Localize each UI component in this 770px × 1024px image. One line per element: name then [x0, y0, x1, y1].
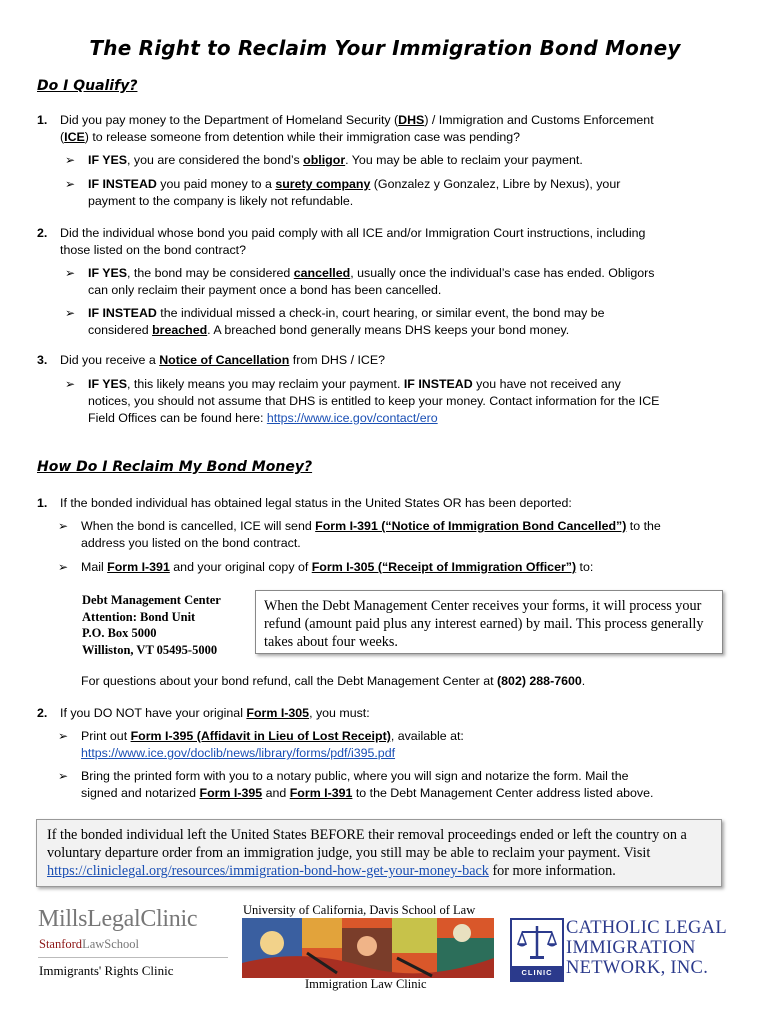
question-number: 2.	[37, 226, 48, 240]
q2-bullet-instead: IF INSTEAD the individual missed a check-in, court hearing, or similar event, the bond may be considered breached. A breached bond generally means DHS keeps your bond money.	[88, 306, 605, 337]
section-heading-reclaim: How Do I Reclaim My Bond Money?	[37, 459, 313, 475]
step-1-text: If the bonded individual has obtained legal status in the United States OR has been deported:	[60, 496, 572, 510]
mills-legal-clinic-logo: MillsLegalClinic	[38, 906, 198, 932]
question-number: 3.	[37, 353, 48, 367]
arrow-bullet-icon: ➢	[65, 306, 76, 320]
cliniclegal-link[interactable]: https://cliniclegal.org/resources/immigration-bond-how-get-your-money-back	[47, 863, 489, 879]
step-1-bullet-cancelled: When the bond is cancelled, ICE will send Form I-391 (“Notice of Immigration Bond Cancelled”) to the address you listed on the bond contract.	[81, 519, 661, 550]
uc-davis-mural-image	[242, 918, 494, 978]
scales-of-justice-icon	[512, 920, 562, 964]
step-2-text: If you DO NOT have your original Form I-305, you must:	[60, 706, 370, 720]
arrow-bullet-icon: ➢	[65, 377, 76, 391]
arrow-bullet-icon: ➢	[65, 266, 76, 280]
arrow-bullet-icon: ➢	[65, 153, 76, 167]
clinic-badge-label: CLINIC	[512, 966, 562, 980]
stanford-law-school-logo: StanfordLawSchool	[39, 937, 139, 951]
step-1-bullet-mail: Mail Form I-391 and your original copy of Form I-305 (“Receipt of Immigration Officer”) to:	[81, 560, 594, 574]
arrow-bullet-icon: ➢	[58, 729, 69, 743]
clinic-name: CATHOLIC LEGAL IMMIGRATION NETWORK, INC.	[566, 918, 727, 978]
step-number: 2.	[37, 706, 48, 720]
step-2-bullet-print: Print out Form I-395 (Affidavit in Lieu of Lost Receipt), available at: https://www.ice.gov/doclib/news/library/forms/pdf/i395.pdf	[81, 729, 464, 760]
arrow-bullet-icon: ➢	[58, 769, 69, 783]
q1-bullet-yes: IF YES, you are considered the bond’s obligor. You may be able to reclaim your payment.	[88, 153, 583, 167]
arrow-bullet-icon: ➢	[58, 519, 69, 533]
form-i395-link[interactable]: https://www.ice.gov/doclib/news/library/forms/pdf/i395.pdf	[81, 746, 396, 760]
q3-bullet-yes: IF YES, this likely means you may reclaim your payment. IF INSTEAD you have not received any notices, you should not assume that DHS is entitled to keep your money. Contact information for the ICE Field Offices can be found here: https://www.ice.gov/contact/ero	[88, 377, 660, 425]
uc-davis-label: University of California, Davis School of Law	[243, 903, 476, 917]
immigrants-rights-clinic-label: Immigrants' Rights Clinic	[39, 963, 174, 978]
question-3-text: Did you receive a Notice of Cancellation from DHS / ICE?	[60, 353, 386, 367]
clinic-logo-badge	[510, 918, 564, 982]
divider	[38, 957, 228, 958]
questions-phone-line: For questions about your bond refund, call the Debt Management Center at (802) 288-7600.	[81, 674, 586, 688]
question-number: 1.	[37, 113, 48, 127]
immigration-law-clinic-label: Immigration Law Clinic	[305, 977, 427, 991]
step-2-bullet-notary: Bring the printed form with you to a notary public, where you will sign and notarize the form. Mail the signed and notarized Form I-395 and Form I-391 to the Debt Management Center address listed above.	[81, 769, 654, 800]
mailing-address: Debt Management Center Attention: Bond Unit P.O. Box 5000 Williston, VT 05495-5000	[82, 593, 221, 657]
ice-contact-link[interactable]: https://www.ice.gov/contact/ero	[266, 411, 438, 425]
question-2-text: Did the individual whose bond you paid comply with all ICE and/or Immigration Court instructions, including those listed on the bond contract?	[60, 226, 646, 257]
page-title: The Right to Reclaim Your Immigration Bond Money	[89, 36, 681, 60]
q1-bullet-instead: IF INSTEAD you paid money to a surety company (Gonzalez y Gonzalez, Libre by Nexus), your payment to the company is likely not refundable.	[88, 177, 621, 208]
step-number: 1.	[37, 496, 48, 510]
arrow-bullet-icon: ➢	[65, 177, 76, 191]
section-heading-qualify: Do I Qualify?	[37, 78, 138, 94]
question-1-text: Did you pay money to the Department of Homeland Security (DHS) / Immigration and Customs Enforcement (ICE) to release someone from detention while their immigration case was pending?	[60, 113, 654, 144]
arrow-bullet-icon: ➢	[58, 560, 69, 574]
processing-info-box: When the Debt Management Center receives your forms, it will process your refund (amount paid plus any interest earned) by mail. This process generally takes about four weeks.	[255, 590, 723, 654]
voluntary-departure-box: If the bonded individual left the United States BEFORE their removal proceedings ended or left the country on a voluntary departure order from an immigration judge, you still may be able to reclaim your payment. Visit https://cliniclegal.org/resources/immigration-bond-how-get-your-money-back for more information.	[36, 819, 722, 887]
q2-bullet-yes: IF YES, the bond may be considered cancelled, usually once the individual’s case has ended. Obligors can only reclaim their payment once a bond has been cancelled.	[88, 266, 655, 297]
